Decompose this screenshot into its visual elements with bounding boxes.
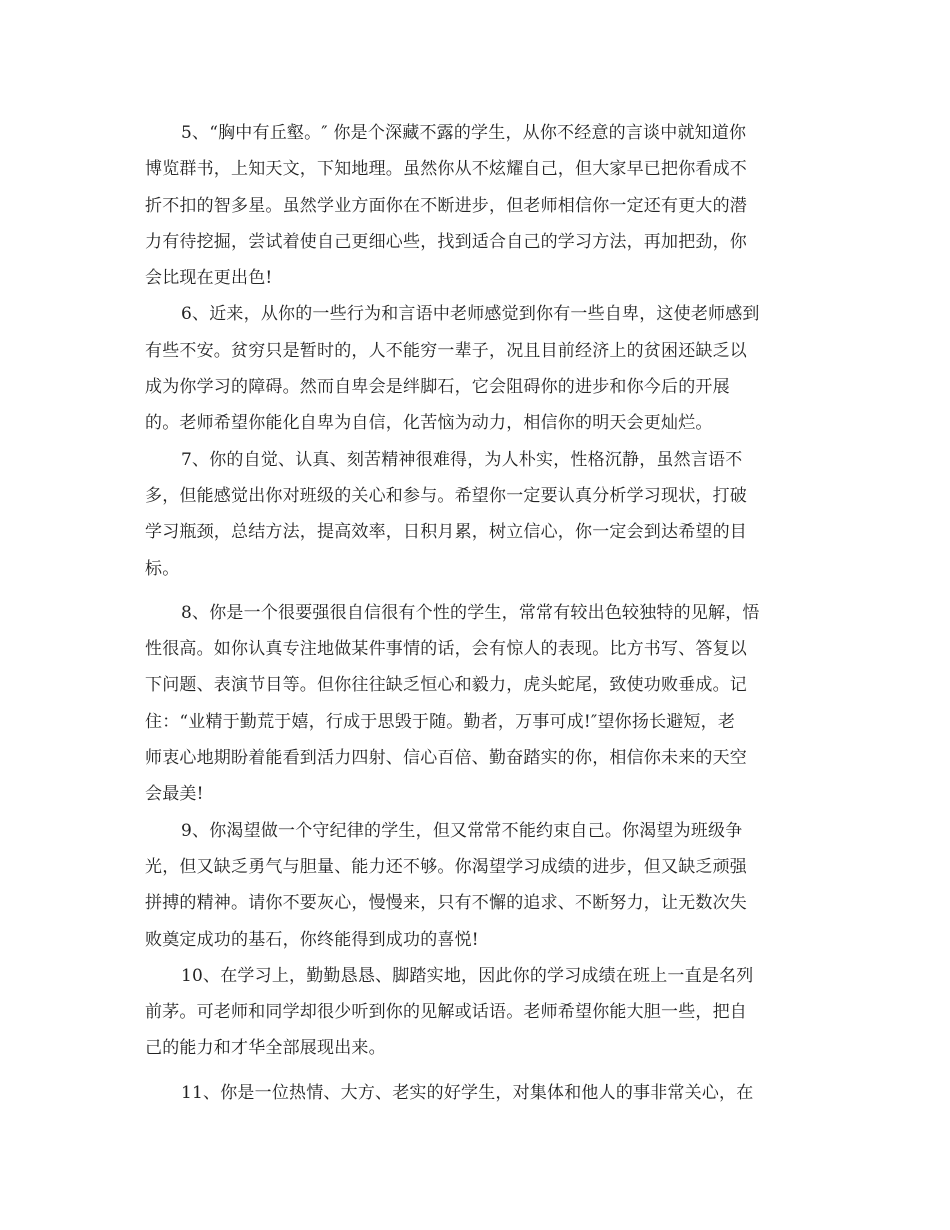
text-line: 师衷心地期盼着能看到活力四射、信心百倍、勤奋踏实的你，相信你未来的天空 — [145, 748, 747, 769]
text-line: 住：“业精于勤荒于嬉，行成于思毁于随。勤者，万事可成!″望你扬长避短，老 — [145, 711, 736, 732]
text-line: 标。 — [145, 558, 180, 579]
text-line: 7、你的自觉、认真、刻苦精神很难得，为人朴实，性格沉静，虽然言语不 — [181, 449, 743, 470]
text-line: 下问题、表演节目等。但你往往缺乏恒心和毅力，虎头蛇尾，致使功败垂成。记 — [145, 675, 747, 696]
paragraph-6 — [145, 296, 805, 441]
paragraph-10 — [145, 958, 805, 1067]
text-line: 多，但能感觉出你对班级的关心和参与。希望你一定要认真分析学习现状，打破 — [145, 485, 747, 506]
document-body — [145, 115, 805, 1111]
paragraph-9 — [145, 813, 805, 958]
text-line: 成为你学习的障碍。然而自卑会是绊脚石，它会阻碍你的进步和你今后的开展 — [145, 377, 730, 398]
text-line: 5、“胸中有丘壑。″ 你是个深藏不露的学生，从你不经意的言谈中就知道你 — [181, 123, 747, 143]
paragraph-8 — [145, 595, 805, 813]
text-line: 9、你渴望做一个守纪律的学生，但又常常不能约束自己。你渴望为班级争 — [181, 820, 743, 841]
text-line: 会最美! — [145, 784, 204, 805]
text-line: 11、你是一位热情、大方、老实的好学生，对集体和他人的事非常关心，在 — [181, 1082, 754, 1103]
text-line: 学习瓶颈，总结方法，提高效率，日积月累，树立信心，你一定会到达希望的目 — [145, 522, 747, 543]
text-line: 己的能力和才华全部展现出来。 — [145, 1038, 386, 1059]
text-line: 性很高。如你认真专注地做某件事情的话，会有惊人的表现。比方书写、答复以 — [145, 639, 747, 660]
text-line: 力有待挖掘，尝试着使自己更细心些，找到适合自己的学习方法，再加把劲，你 — [145, 231, 747, 252]
paragraph-spacer — [145, 587, 805, 595]
text-line: 的。老师希望你能化自卑为自信，化苦恼为动力，相信你的明天会更灿烂。 — [145, 413, 713, 434]
paragraph-7 — [145, 442, 805, 587]
text-line: 光，但又缺乏勇气与胆量、能力还不够。你渴望学习成绩的进步，但又缺乏顽强 — [145, 856, 747, 877]
text-line: 拼搏的精神。请你不要灰心，慢慢来，只有不懈的追求、不断努力，让无数次失 — [145, 893, 747, 914]
text-line: 折不扣的智多星。虽然学业方面你在不断进步，但老师相信你一定还有更大的潜 — [145, 195, 747, 216]
paragraph-spacer — [145, 1067, 805, 1075]
text-line: 会比现在更出色! — [145, 268, 273, 289]
text-line: 6、近来，从你的一些行为和言语中老师感觉到你有一些自卑，这使老师感到 — [181, 304, 760, 325]
text-line: 10、在学习上，勤勤恳恳、脚踏实地，因此你的学习成绩在班上一直是名列 — [181, 965, 754, 986]
text-line: 8、你是一个很要强很自信很有个性的学生，常常有较出色较独特的见解，悟 — [181, 602, 760, 623]
text-line: 博览群书，上知天文，下知地理。虽然你从不炫耀自己，但大家早已把你看成不 — [145, 159, 747, 180]
text-line: 败奠定成功的基石，你终能得到成功的喜悦! — [145, 929, 479, 950]
paragraph-11 — [145, 1075, 805, 1111]
paragraph-5 — [145, 115, 805, 296]
text-line: 有些不安。贫穷只是暂时的，人不能穷一辈子，况且目前经济上的贫困还缺乏以 — [145, 340, 747, 361]
text-line: 前茅。可老师和同学却很少听到你的见解或话语。老师希望你能大胆一些，把自 — [145, 1002, 747, 1023]
